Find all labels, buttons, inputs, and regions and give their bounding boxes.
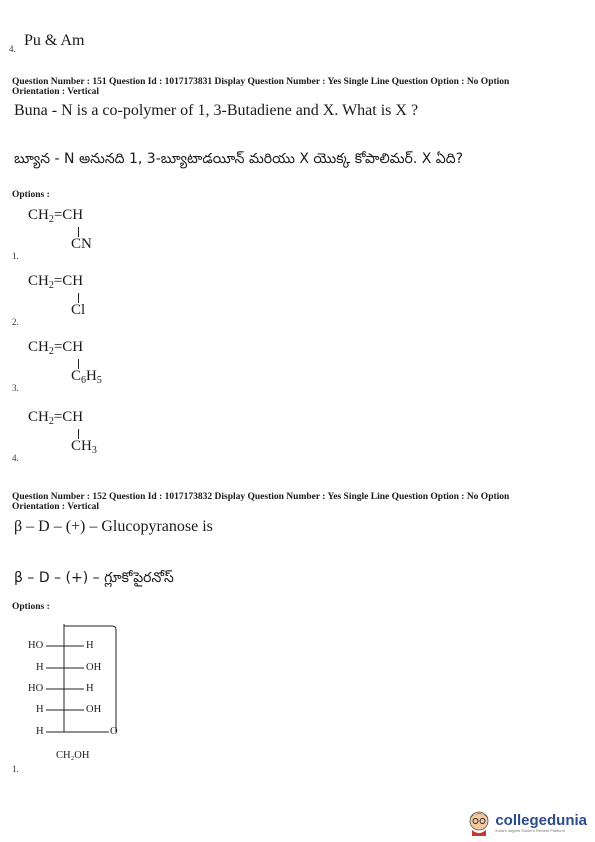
option-text: Pu & Am — [24, 32, 85, 49]
question-text-english: Buna - N is a co-polymer of 1, 3-Butadiene and X. What is X ? — [14, 102, 419, 119]
option-number: 3. — [12, 383, 19, 393]
question-text-telugu: బ్యూన - N అనునది 1, 3-బ్యూటాడయీన్ మరియు X యొక్క కోపాలిమర్. X ఏది? — [14, 151, 464, 167]
mascot-icon — [467, 810, 491, 836]
question-header: Question Number : 152 Question Id : 1017173832 Display Question Number : Yes Single Line Question Option : No Option Orientation : Vertical — [12, 492, 510, 512]
option-structure[interactable] — [28, 207, 138, 265]
option-number: 2. — [12, 317, 19, 327]
option-number: 1. — [12, 251, 19, 261]
question-text-english: β – D – (+) – Glucopyranose is — [14, 518, 213, 535]
fischer-left-4: H — [36, 704, 44, 715]
brand-tagline: India's largest Student Review Platform — [495, 828, 565, 833]
option-number: 4. — [9, 44, 16, 54]
option-number: 4. — [12, 453, 19, 463]
fischer-right-4: OH — [86, 704, 102, 715]
brand-name: collegedunia — [495, 812, 587, 829]
substituent: $C_6H_5$ — [71, 368, 102, 386]
option-structure[interactable] — [28, 339, 138, 397]
monomer-formula: $CH_2=CH$ — [28, 207, 84, 225]
fischer-left-3: HO — [28, 683, 44, 694]
fischer-left-2: H — [36, 662, 44, 673]
collegedunia-watermark — [467, 810, 587, 836]
monomer-formula: $CH_2=CH$ — [28, 339, 84, 357]
options-label: Options : — [12, 602, 50, 612]
fischer-bottom-group: CH₂OH — [56, 750, 90, 761]
fischer-left-5: H — [36, 726, 44, 737]
substituent: $CH_3$ — [71, 438, 97, 456]
substituent: CN — [71, 236, 92, 252]
fischer-right-1: H — [86, 640, 94, 651]
option-structure[interactable] — [28, 273, 138, 331]
monomer-formula: $CH_2=CH$ — [28, 409, 84, 427]
fischer-left-1: HO — [28, 640, 44, 651]
fischer-projection — [0, 620, 200, 770]
substituent: Cl — [71, 302, 86, 318]
fischer-right-3: H — [86, 683, 94, 694]
question-text-telugu: β – D – (+) – గ్లూకోపైరనోస్ — [14, 570, 174, 586]
question-header: Question Number : 151 Question Id : 1017173831 Display Question Number : Yes Single Line Question Option : No Option Orientation : Vertical — [12, 77, 510, 97]
fischer-right-2: OH — [86, 662, 102, 673]
ring-oxygen: O — [110, 726, 118, 737]
options-label: Options : — [12, 190, 50, 200]
option-structure[interactable] — [28, 409, 138, 467]
option-number: 1. — [12, 764, 19, 774]
monomer-formula: $CH_2=CH$ — [28, 273, 84, 291]
